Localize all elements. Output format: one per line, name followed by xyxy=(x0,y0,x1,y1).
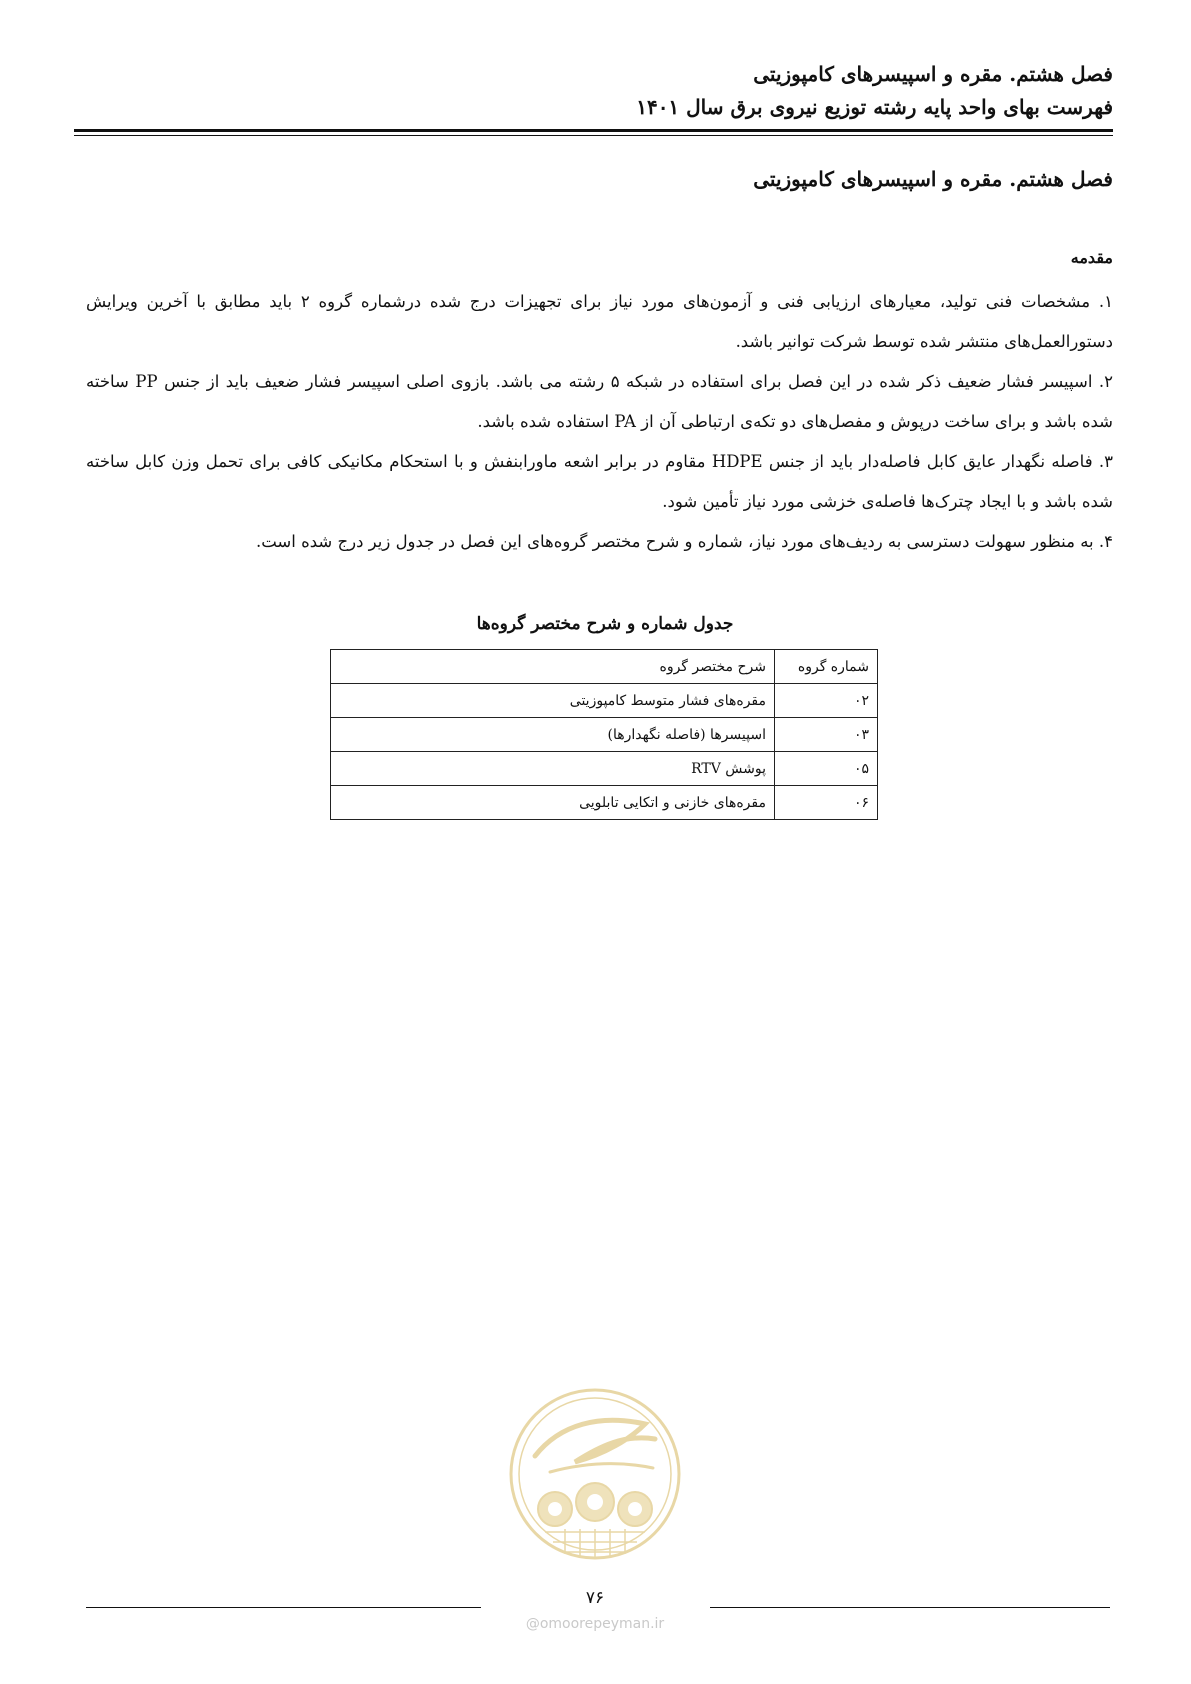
running-header-chapter: فصل هشتم. مقره و اسپیسرهای کامپوزیتی xyxy=(753,62,1113,86)
header-rule-thick xyxy=(74,129,1113,132)
table-cell-number: ۰۵ xyxy=(775,752,878,786)
intro-paragraph-3: ۳. فاصله نگهدار عایق کابل فاصله‌دار باید از جنس HDPE مقاوم در برابر اشعه ماورابنفش و با استحکام مکانیکی کافی برای تحمل وزن کابل ساخته شده باشد و با ایجاد چترک‌ها فاصله‌ی خزشی مورد نیاز تأمین شود. xyxy=(86,452,1113,511)
table-cell-number: ۰۲ xyxy=(775,684,878,718)
groups-table xyxy=(330,649,878,820)
chapter-title: فصل هشتم. مقره و اسپیسرهای کامپوزیتی xyxy=(753,167,1113,191)
intro-heading: مقدمه xyxy=(1070,248,1113,267)
intro-paragraph-1: ۱. مشخصات فنی تولید، معیارهای ارزیابی فنی و آزمون‌های مورد نیاز برای تجهیزات درج شده درشماره گروه ۲ باید مطابق با آخرین ویرایش دستورالعمل‌های منتشر شده توسط شرکت توانیر باشد. xyxy=(86,292,1113,351)
running-header xyxy=(74,58,1113,124)
table-row xyxy=(331,752,878,786)
table-cell-description: پوشش RTV xyxy=(331,752,775,786)
table-cell-description: مقره‌های خازنی و اتکایی تابلویی xyxy=(331,786,775,820)
site-credit: @omoorepeyman.ir xyxy=(525,1616,665,1632)
footer-rule-right xyxy=(710,1607,1110,1608)
intro-paragraph-2: ۲. اسپیسر فشار ضعیف ذکر شده در این فصل برای استفاده در شبکه ۵ رشته می باشد. بازوی اصلی اسپیسر فشار ضعیف باید از جنس PP ساخته شده باشد و برای ساخت درپوش و مفصل‌های دو تکه‌ی ارتباطی آن از PA استفاده شده باشد. xyxy=(86,372,1114,431)
table-cell-description: اسپیسرها (فاصله نگهدارها) xyxy=(331,718,775,752)
page-number: ۷۶ xyxy=(585,1588,605,1608)
intro-body xyxy=(86,282,1113,562)
table-header-description: شرح مختصر گروه xyxy=(331,650,775,684)
table-header-row xyxy=(331,650,878,684)
table-row xyxy=(331,684,878,718)
seal-logo-icon xyxy=(505,1384,685,1564)
table-cell-number: ۰۳ xyxy=(775,718,878,752)
table-cell-description: مقره‌های فشار متوسط کامپوزیتی xyxy=(331,684,775,718)
footer-rule-left xyxy=(86,1607,481,1608)
table-row xyxy=(331,718,878,752)
table-cell-number: ۰۶ xyxy=(775,786,878,820)
table-caption: جدول شماره و شرح مختصر گروه‌ها xyxy=(476,614,734,634)
intro-paragraph-4: ۴. به منظور سهولت دسترسی به ردیف‌های مورد نیاز، شماره و شرح مختصر گروه‌های این فصل در جدول زیر درج شده است. xyxy=(255,532,1113,551)
table-header-number: شماره گروه xyxy=(775,650,878,684)
running-header-title: فهرست بهای واحد پایه رشته توزیع نیروی برق سال ۱۴۰۱ xyxy=(636,95,1113,119)
table-row xyxy=(331,786,878,820)
header-rule-thin xyxy=(74,135,1113,136)
